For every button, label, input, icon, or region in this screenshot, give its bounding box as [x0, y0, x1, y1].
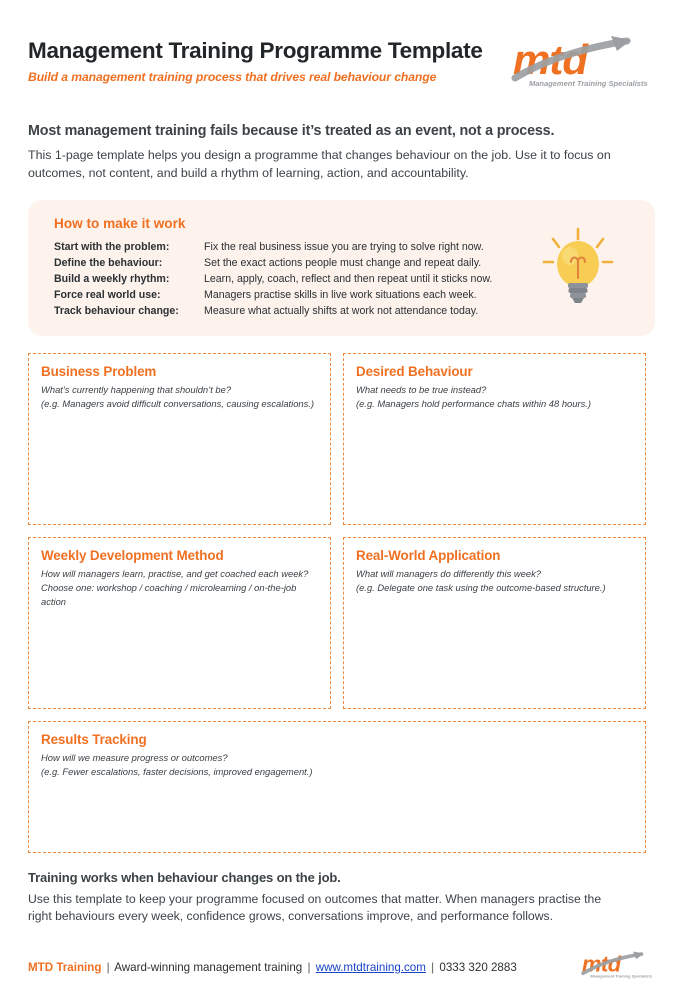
- sections-grid: [28, 353, 655, 853]
- footer-website-link[interactable]: www.mtdtraining.com: [315, 960, 426, 974]
- mtd-logo-footer-icon: [581, 948, 655, 982]
- section-hint-example: (e.g. Delegate one task using the outcome-based structure.): [356, 582, 606, 594]
- section-hint-example: (e.g. Managers avoid difficult conversations, causing escalations.): [41, 398, 315, 410]
- tip-row: [54, 304, 492, 320]
- section-business-problem[interactable]: [28, 353, 331, 525]
- footer-separator: |: [106, 960, 110, 974]
- section-hint-example: Choose one: workshop / coaching / microlearning / on-the-job action: [41, 582, 297, 608]
- section-title: Real-World Application: [356, 547, 501, 563]
- svg-text:Management Training Specialist: Management Training Specialists: [590, 973, 652, 979]
- tip-row-text: Learn, apply, coach, reflect and then repeat until it sticks now.: [204, 273, 493, 286]
- mtd-logo: [511, 34, 653, 95]
- tip-row-text: Set the exact actions people must change and repeat daily.: [204, 257, 482, 270]
- section-hint-primary: What needs to be true instead?: [356, 383, 487, 395]
- footer-brand: MTD Training: [28, 960, 102, 974]
- footer-contact-line: [28, 961, 517, 974]
- tip-row: [54, 240, 492, 256]
- tip-row-label: Define the behaviour:: [54, 257, 163, 270]
- tip-row-text: Managers practise skills in live work situations each week.: [204, 289, 477, 302]
- how-to-make-it-work-box: [28, 200, 655, 336]
- section-hint-example: (e.g. Managers hold performance chats within 48 hours.): [356, 398, 592, 410]
- section-hint-primary: How will managers learn, practise, and get coached each week?: [41, 567, 309, 579]
- section-title: Business Problem: [41, 363, 157, 379]
- tip-title: How to make it work: [54, 216, 186, 232]
- svg-text:mtd: mtd: [513, 36, 587, 83]
- section-hint-example: (e.g. Fewer escalations, faster decisions, improved engagement.): [41, 766, 313, 778]
- section-hint-primary: How will we measure progress or outcomes?: [41, 751, 228, 763]
- section-hint-primary: What’s currently happening that shouldn’t be?: [41, 383, 232, 395]
- section-desired-behaviour[interactable]: [343, 353, 646, 525]
- tip-row-label: Start with the problem:: [54, 241, 170, 254]
- tip-row: [54, 272, 492, 288]
- tip-row-label: Track behaviour change:: [54, 305, 179, 318]
- closing-heading: Training works when behaviour changes on the job.: [28, 869, 341, 885]
- header-text-block: [28, 38, 511, 84]
- section-hint-primary: What will managers do differently this week?: [356, 567, 541, 579]
- tip-rows-table: [54, 240, 492, 320]
- tip-row-text: Fix the real business issue you are trying to solve right now.: [204, 241, 484, 254]
- closing-block: [28, 870, 655, 926]
- mtd-logo-icon: [511, 34, 653, 90]
- section-title: Desired Behaviour: [356, 363, 473, 379]
- footer-separator: |: [307, 960, 311, 974]
- page-header: [28, 0, 655, 95]
- section-real-world-application[interactable]: [343, 537, 646, 709]
- section-title: Results Tracking: [41, 731, 147, 747]
- closing-body: Use this template to keep your programme focused on outcomes that matter. When managers practise the right behaviours every week, confidence grows, conversations improve, and performance follows.: [28, 891, 602, 924]
- svg-text:mtd: mtd: [582, 950, 621, 976]
- tip-row: [54, 288, 492, 304]
- footer-separator: |: [431, 960, 435, 974]
- tip-row-label: Build a weekly rhythm:: [54, 273, 170, 286]
- lead-heading: Most management training fails because it’s treated as an event, not a process.: [28, 123, 555, 139]
- lightbulb-icon: [539, 226, 617, 311]
- mtd-logo-footer: [581, 948, 655, 987]
- section-weekly-development-method[interactable]: [28, 537, 331, 709]
- page-title: Management Training Programme Template: [28, 38, 483, 63]
- tip-row-text: Measure what actually shifts at work not attendance today.: [204, 305, 479, 318]
- page-subtitle: Build a management training process that drives real behaviour change: [28, 70, 437, 85]
- svg-text:Management Training Specialist: Management Training Specialists: [529, 79, 648, 88]
- tip-row-label: Force real world use:: [54, 289, 161, 302]
- tip-row: [54, 256, 492, 272]
- lead-block: [28, 123, 655, 182]
- lead-body: This 1-page template helps you design a programme that changes behaviour on the job. Use it to focus on outcomes, not content, and build a rhythm of learning, action, and accountability.: [28, 148, 611, 180]
- lightbulb-glyph: [539, 226, 617, 306]
- footer-phone: 0333 320 2883: [439, 960, 517, 974]
- section-results-tracking[interactable]: [28, 721, 646, 853]
- section-title: Weekly Development Method: [41, 547, 224, 563]
- footer-tagline: Award-winning management training: [114, 960, 303, 974]
- page-footer: [28, 948, 655, 987]
- tip-content: [54, 216, 529, 320]
